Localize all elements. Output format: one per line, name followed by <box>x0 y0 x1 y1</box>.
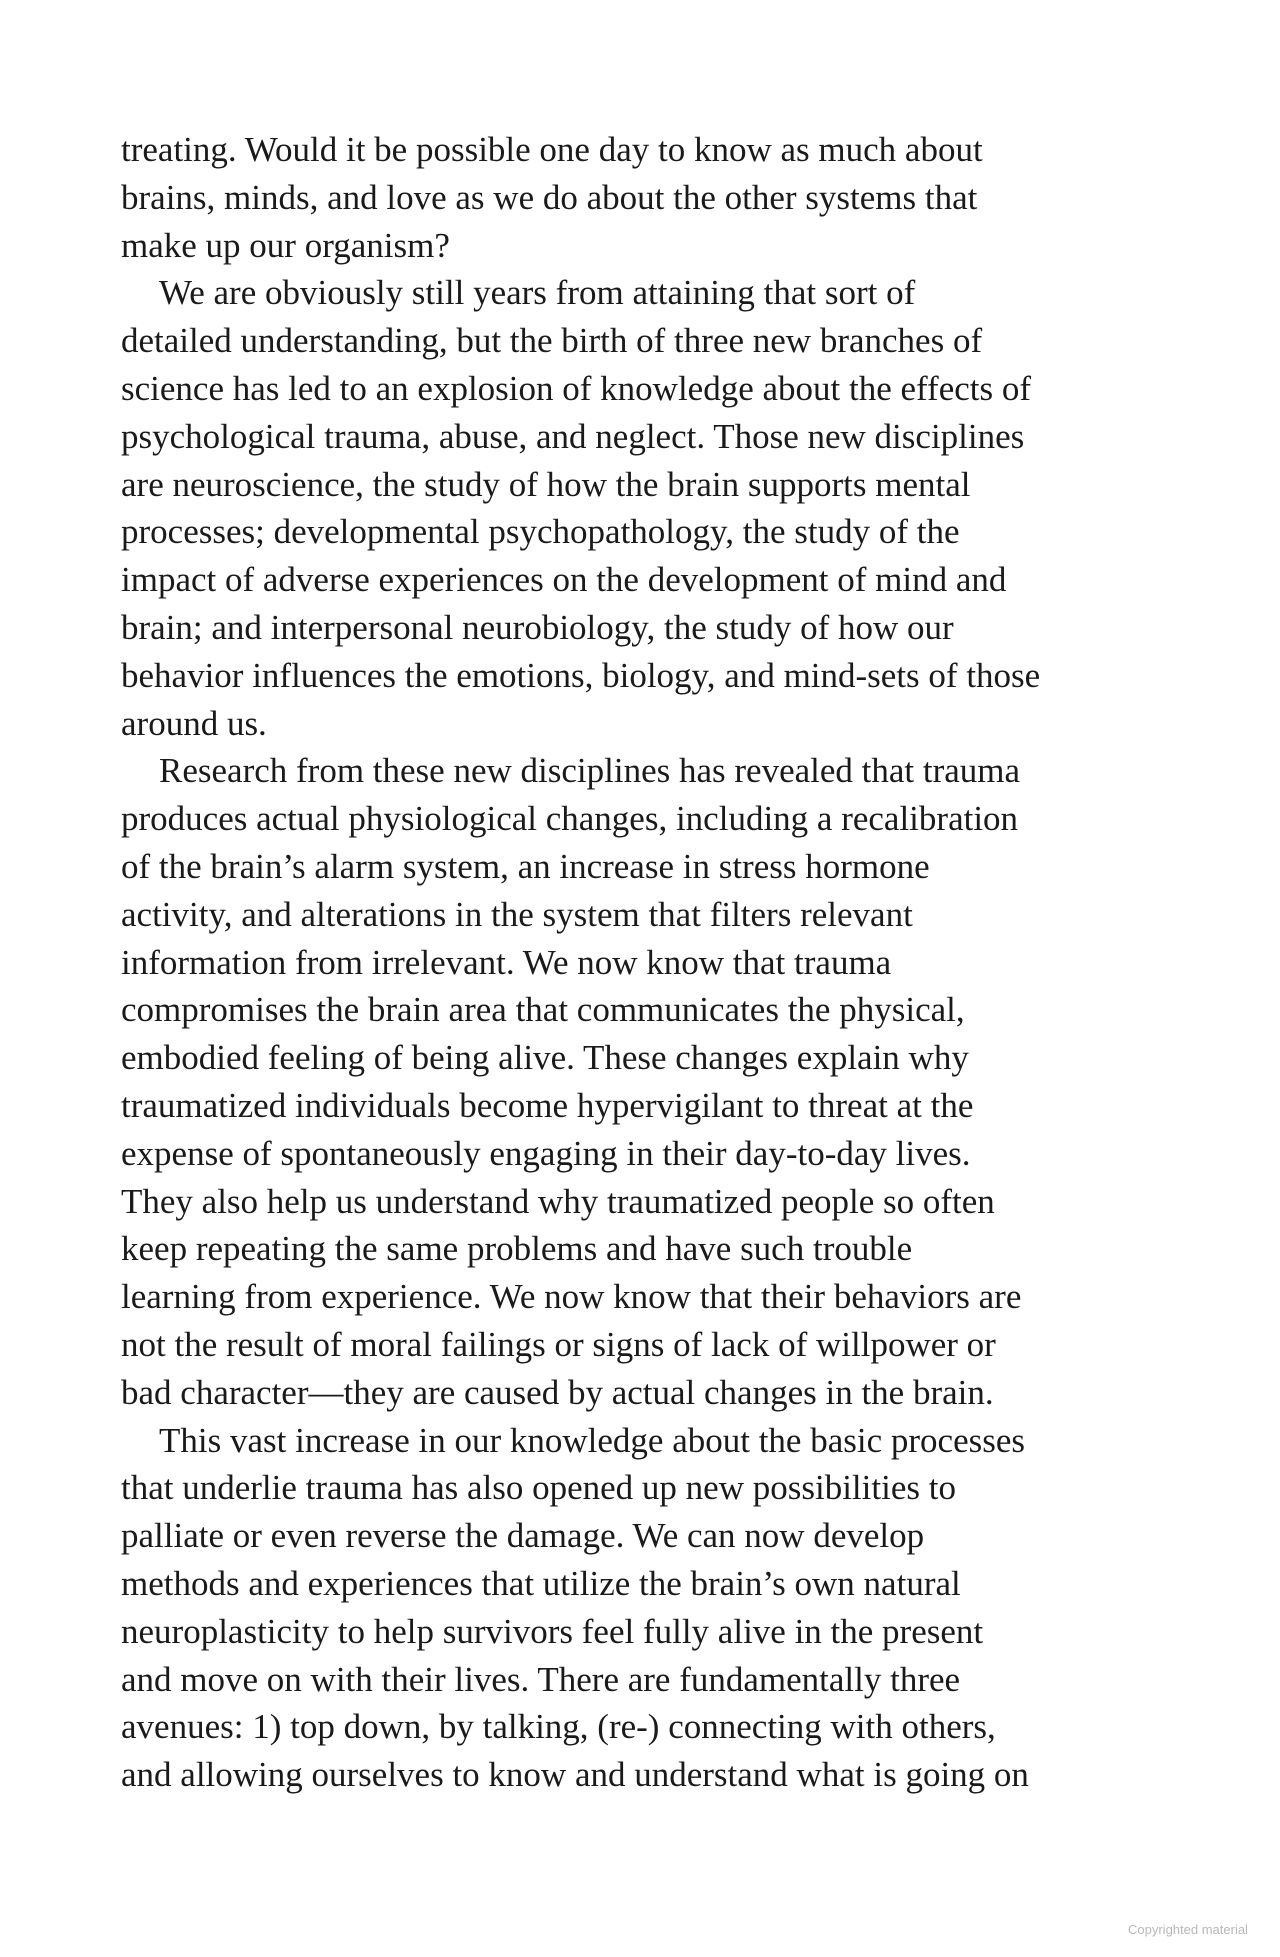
text-line: avenues: 1) top down, by talking, (re-) connecting with others, <box>121 1707 996 1747</box>
text-line: traumatized individuals become hypervigilant to threat at the <box>121 1085 974 1125</box>
text-line: keep repeating the same problems and have such trouble <box>121 1229 913 1269</box>
text-line: bad character—they are caused by actual changes in the brain. <box>121 1372 994 1412</box>
text-line: psychological trauma, abuse, and neglect. Those new disciplines <box>121 416 1025 456</box>
text-line: They also help us understand why traumatized people so often <box>121 1181 995 1221</box>
text-line: compromises the brain area that communicates the physical, <box>121 990 965 1030</box>
text-line: not the result of moral failings or signs of lack of willpower or <box>121 1324 996 1364</box>
text-line: palliate or even reverse the damage. We can now develop <box>121 1516 925 1556</box>
text-line: processes; developmental psychopathology, the study of the <box>121 512 960 552</box>
text-line: expense of spontaneously engaging in their day-to-day lives. <box>121 1133 971 1173</box>
text-line: activity, and alterations in the system that filters relevant <box>121 894 913 934</box>
text-line: brains, minds, and love as we do about the other systems that <box>121 177 978 217</box>
text-line: Research from these new disciplines has revealed that trauma <box>159 751 1021 791</box>
text-line: behavior influences the emotions, biology, and mind-sets of those <box>121 655 1041 695</box>
text-line: methods and experiences that utilize the brain’s own natural <box>121 1563 961 1603</box>
text-line: make up our organism? <box>121 225 450 265</box>
text-line: brain; and interpersonal neurobiology, the study of how our <box>121 607 954 647</box>
text-line: This vast increase in our knowledge about the basic processes <box>159 1420 1025 1460</box>
text-line: of the brain’s alarm system, an increase in stress hormone <box>121 846 930 886</box>
page-body-text <box>121 126 1171 1799</box>
text-line: that underlie trauma has also opened up new possibilities to <box>121 1468 956 1508</box>
text-line: around us. <box>121 703 267 743</box>
text-line: and move on with their lives. There are fundamentally three <box>121 1659 961 1699</box>
text-line: impact of adverse experiences on the development of mind and <box>121 560 1007 600</box>
text-line: information from irrelevant. We now know that trauma <box>121 942 892 982</box>
text-line: are neuroscience, the study of how the brain supports mental <box>121 464 971 504</box>
text-line: treating. Would it be possible one day to know as much about <box>121 130 983 169</box>
text-line: detailed understanding, but the birth of three new branches of <box>121 321 983 361</box>
text-line: embodied feeling of being alive. These changes explain why <box>121 1038 969 1078</box>
text-line: produces actual physiological changes, including a recalibration <box>121 799 1019 839</box>
copyright-notice: Copyrighted material <box>1128 1922 1248 1937</box>
text-line: We are obviously still years from attaining that sort of <box>159 273 916 313</box>
text-line: and allowing ourselves to know and understand what is going on <box>121 1755 1029 1795</box>
text-line: neuroplasticity to help survivors feel fully alive in the present <box>121 1611 984 1651</box>
text-line: science has led to an explosion of knowledge about the effects of <box>121 368 1032 408</box>
text-line: learning from experience. We now know that their behaviors are <box>121 1277 1022 1317</box>
